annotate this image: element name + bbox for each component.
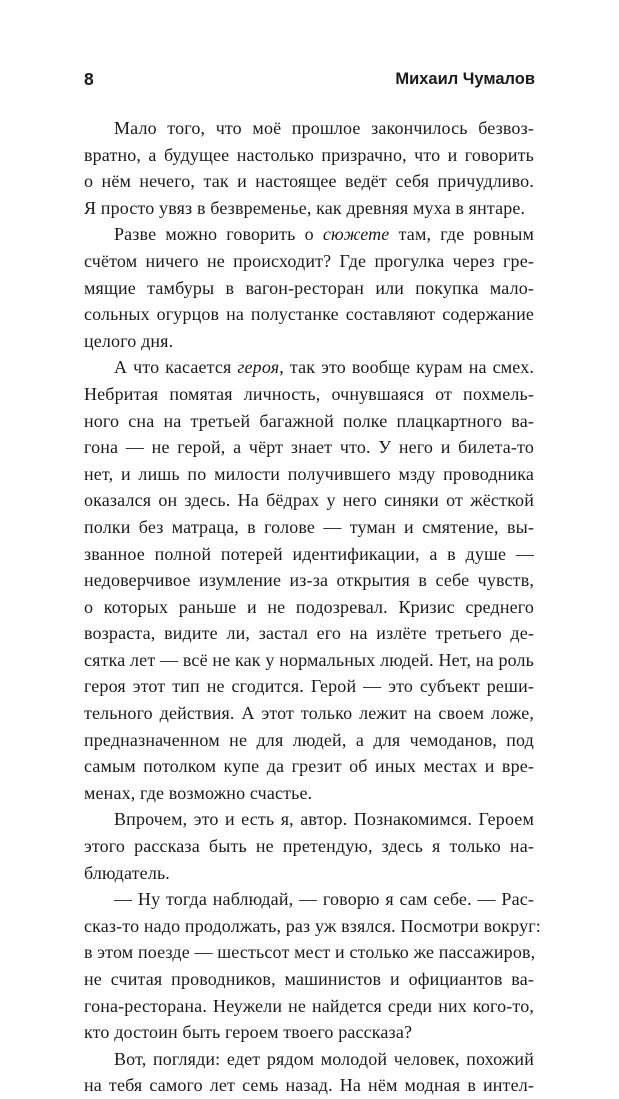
text-line: оказался он здесь. На бёдрах у него синяки от жёсткой [84,490,534,511]
text-line: менах, где возможно счастье. [84,782,313,803]
text-line: в этом поезде — шестьсот мест и столько же пассажиров, [84,942,536,963]
text-line: мящие тамбуры в вагон-ресторан или покупка мало- [84,277,534,298]
text-line: — Ну тогда наблюдай, — говорю я сам себе. — Рас- [114,889,534,910]
page-number: 8 [84,69,94,89]
text-line: полки без матраца, в голове — туман и смятение, вы- [84,516,534,537]
text-line: на тебя самого лет семь назад. На нём модная в интел- [84,1075,534,1096]
text-line: Я просто увяз в безвременье, как древняя муха в янтаре. [84,197,526,218]
text-line: счётом ничего не происходит? Где прогулка через гре- [84,250,534,271]
page-header [84,66,535,92]
text-line: сольных огурцов на полустанке составляют содержание [84,304,534,325]
text-line: самым потолком купе да грезит об иных местах и вре- [84,756,534,777]
text-line: гона — не герой, а чёрт знает что. У него и билета-то [84,437,534,458]
text-line: возраста, видите ли, застал его на излёте третьего де- [84,623,534,644]
text-line: о нём нечего, так и настоящее ведёт себя причудливо. [84,171,534,192]
text-line: Вот, погляди: едет рядом молодой человек, похожий [114,1048,534,1069]
paragraph [84,354,534,806]
text-line: тельного действия. А этот только лежит на своем ложе, [84,703,534,724]
text-line: ного сна на третьей багажной полке плацкартного ва- [84,410,534,431]
text-line: нет, и лишь по милости получившего мзду проводника [84,463,534,484]
text-line: званное полной потерей идентификации, а в душе — [84,543,534,564]
text-line: Небритая помятая личность, очнувшаяся от похмель- [84,383,534,404]
text-line: предназначенном не для людей, а для чемоданов, под [84,729,534,750]
text-line: сятка лет — всё не как у нормальных людей. Нет, на роль [84,649,534,670]
text-line: А что касается героя, так это вообще курам на смех. [114,357,534,378]
paragraph [84,1046,534,1099]
text-line: о которых раньше и не подозревал. Кризис среднего [84,596,534,617]
text-line: Впрочем, это и есть я, автор. Познакомимся. Героем [114,809,534,830]
text-line: целого дня. [84,330,174,351]
paragraph [84,221,534,354]
body-text [84,115,541,1099]
text-line: Мало того, что моё прошлое закончилось безвоз- [114,118,534,138]
paragraph [84,886,541,1046]
text-line: кто достоин быть героем твоего рассказа? [84,1022,413,1043]
text-line: недоверчивое изумление из-за открытия в себе чувств, [84,570,534,591]
text-line: гона-ресторана. Неужели не найдется среди них кого-то, [84,995,534,1016]
text-line: блюдатель. [84,862,170,883]
text-line: героя этот тип не сгодится. Герой — это субъект реши- [84,676,534,697]
text-line: вратно, а будущее настолько призрачно, что и говорить [84,144,534,165]
paragraph [84,115,534,221]
text-line: не считая проводников, машинистов и официантов ва- [84,969,534,989]
paragraph [84,806,534,886]
text-line: Разве можно говорить о сюжете там, где ровным [114,224,534,245]
running-title: Михаил Чумалов [395,70,535,88]
text-line: сказ-то надо продолжать, раз уж взялся. Посмотри вокруг: [84,915,541,936]
text-line: этого рассказа быть не претендую, здесь я только на- [84,836,534,857]
